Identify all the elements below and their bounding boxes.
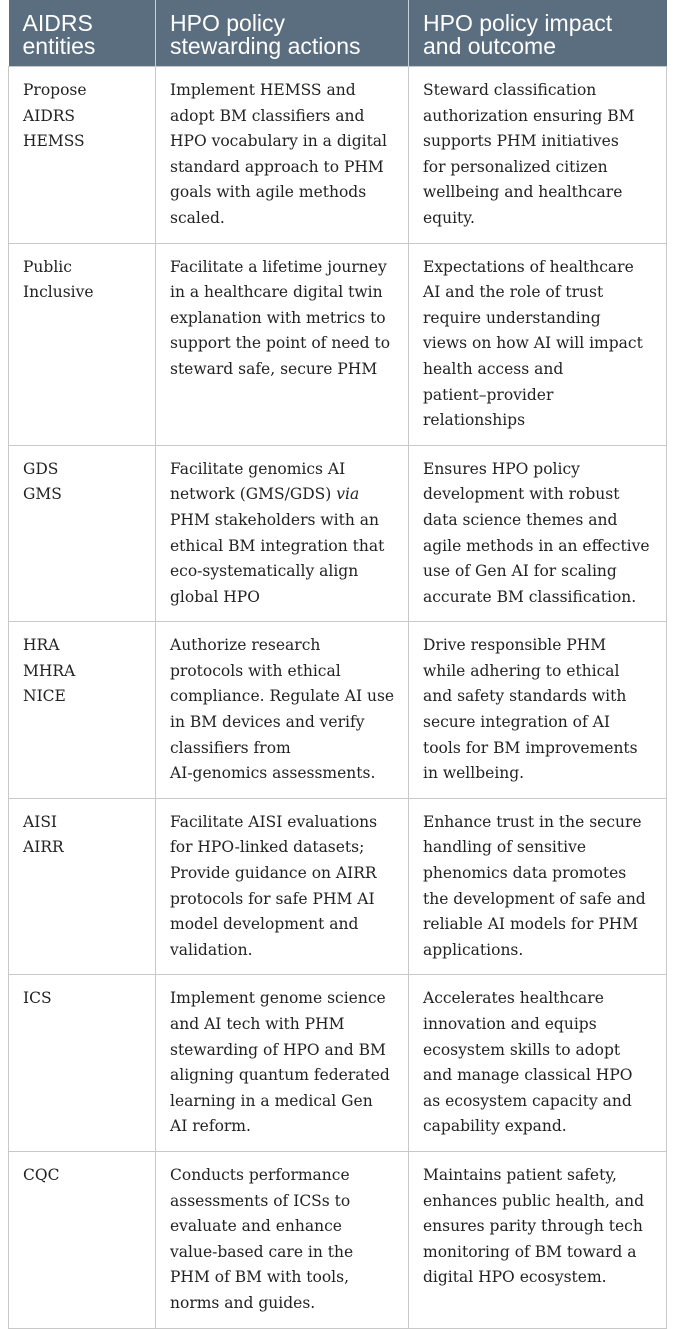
table-row <box>9 1151 667 1328</box>
table-row <box>9 622 667 799</box>
entity-cell: ICS <box>9 975 156 1152</box>
outcome-cell: Maintains patient safety, enhances public health, and ensures parity through tech monitoring of BM toward a digital HPO ecosystem. <box>409 1151 667 1328</box>
outcome-cell: Expectations of healthcare AI and the role of trust require understanding views on how AI will impact health access and patient–provider relationships <box>409 243 667 445</box>
action-cell: Conducts performance assessments of ICSs to evaluate and enhance value-based care in the PHM of BM with tools, norms and guides. <box>156 1151 409 1328</box>
outcome-cell: Enhance trust in the secure handling of sensitive phenomics data promotes the development of safe and reliable AI models for PHM applications. <box>409 798 667 975</box>
action-text-continued: PHM stakeholders with an ethical BM integration that eco-systematically align global HPO <box>170 510 385 606</box>
outcome-cell: Ensures HPO policy development with robust data science themes and agile methods in an effective use of Gen AI for scaling accurate BM classification. <box>409 445 667 622</box>
entity-cell: HRA MHRA NICE <box>9 622 156 799</box>
header-actions: HPO policy stewarding actions <box>156 0 409 67</box>
action-cell: Implement genome science and AI tech with PHM stewarding of HPO and BM aligning quantum federated learning in a medical Gen AI reform. <box>156 975 409 1152</box>
header-row <box>9 0 667 67</box>
action-italic-text: via <box>336 485 360 504</box>
action-cell: Authorize research protocols with ethical compliance. Regulate AI use in BM devices and verify classifiers from AI-genomics assessments. <box>156 622 409 799</box>
entity-cell: Propose AIDRS HEMSS <box>9 67 156 244</box>
entity-cell: Public Inclusive <box>9 243 156 445</box>
outcome-cell: Steward classification authorization ensuring BM supports PHM initiatives for personalized citizen wellbeing and healthcare equity. <box>409 67 667 244</box>
entity-cell: GDS GMS <box>9 445 156 622</box>
policy-table <box>8 0 667 1329</box>
table-row <box>9 445 667 622</box>
table-row <box>9 67 667 244</box>
table-row <box>9 243 667 445</box>
table-row <box>9 975 667 1152</box>
outcome-cell: Accelerates healthcare innovation and equips ecosystem skills to adopt and manage classical HPO as ecosystem capacity and capability expand. <box>409 975 667 1152</box>
entity-cell: CQC <box>9 1151 156 1328</box>
entity-cell: AISI AIRR <box>9 798 156 975</box>
header-outcome: HPO policy impact and outcome <box>409 0 667 67</box>
header-entities: AIDRS entities <box>9 0 156 67</box>
action-cell: Facilitate a lifetime journey in a healthcare digital twin explanation with metrics to support the point of need to steward safe, secure PHM <box>156 243 409 445</box>
action-cell <box>156 445 409 622</box>
action-cell: Facilitate AISI evaluations for HPO-linked datasets; Provide guidance on AIRR protocols for safe PHM AI model development and validation. <box>156 798 409 975</box>
outcome-cell: Drive responsible PHM while adhering to ethical and safety standards with secure integration of AI tools for BM improvements in wellbeing. <box>409 622 667 799</box>
table-row <box>9 798 667 975</box>
action-text: Facilitate genomics AI network (GMS/GDS) <box>170 459 346 504</box>
action-cell: Implement HEMSS and adopt BM classifiers and HPO vocabulary in a digital standard approach to PHM goals with agile methods scaled. <box>156 67 409 244</box>
